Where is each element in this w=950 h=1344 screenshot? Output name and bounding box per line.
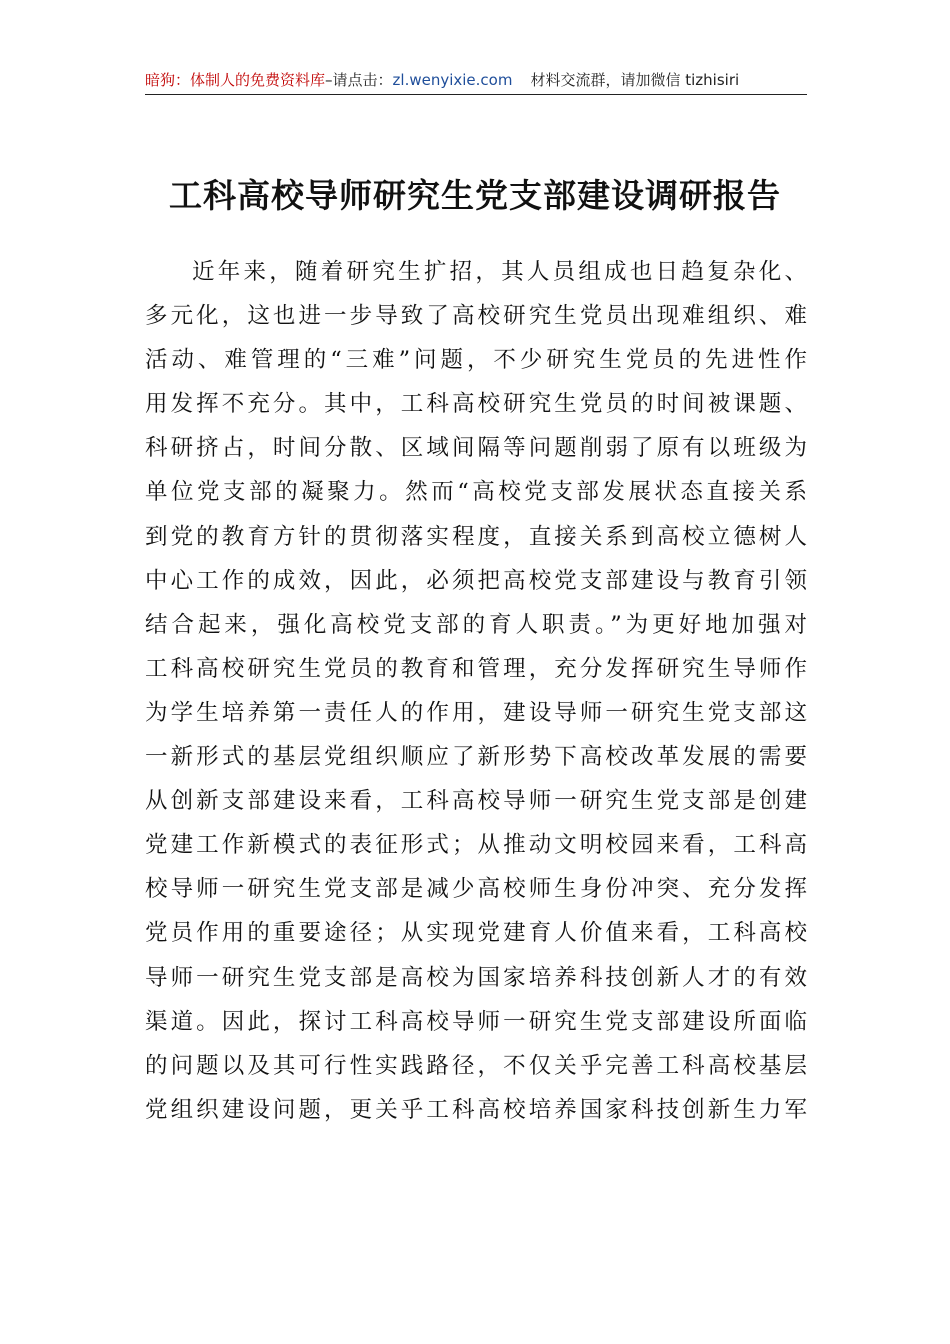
paragraph-line: 到党的教育方针的贯彻落实程度，直接关系到高校立德树人: [145, 523, 807, 550]
paragraph-line: 的问题以及其可行性实践路径，不仅关乎完善工科高校基层: [145, 1052, 807, 1079]
header-url-link[interactable]: zl.wenyixie.com: [392, 71, 513, 89]
paragraph-line: 渠道。因此，探讨工科高校导师一研究生党支部建设所面临: [145, 1008, 807, 1035]
paragraph-line: 活动、难管理的“三难”问题，不少研究生党员的先进性作: [145, 347, 807, 374]
paragraph-line: 党建工作新模式的表征形式；从推动文明校园来看，工科高: [145, 832, 807, 859]
paragraph-line: 工科高校研究生党员的教育和管理，充分发挥研究生导师作: [145, 655, 807, 682]
paragraph-line: 一新形式的基层党组织顺应了新形势下高校改革发展的需要: [145, 744, 807, 771]
page-header: [145, 70, 807, 95]
paragraph-line: 多元化，这也进一步导致了高校研究生党员出现难组织、难: [145, 303, 807, 330]
paragraph-line: 为学生培养第一责任人的作用，建设导师一研究生党支部这: [145, 699, 807, 726]
document-title: 工科高校导师研究生党支部建设调研报告: [169, 176, 781, 215]
paragraph-line: 从创新支部建设来看，工科高校导师一研究生党支部是创建: [145, 788, 807, 815]
document-body: [145, 250, 807, 1132]
paragraph-line: 校导师一研究生党支部是减少高校师生身份冲突、充分发挥: [145, 876, 807, 903]
header-wechat-note: 材料交流群，请加微信 tizhisiri: [530, 71, 740, 89]
paragraph-line: 结合起来，强化高校党支部的育人职责。”为更好地加强对: [145, 611, 807, 638]
paragraph-line: 党员作用的重要途径；从实现党建育人价值来看，工科高校: [145, 920, 807, 947]
paragraph-line: 党组织建设问题，更关乎工科高校培养国家科技创新生力军: [145, 1096, 807, 1123]
paragraph-line: 导师一研究生党支部是高校为国家培养科技创新人才的有效: [145, 964, 807, 991]
paragraph-line: 科研挤占，时间分散、区域间隔等问题削弱了原有以班级为: [145, 435, 807, 462]
paragraph-line: 用发挥不充分。其中，工科高校研究生党员的时间被课题、: [145, 391, 807, 418]
paragraph-line: 单位党支部的凝聚力。然而“高校党支部发展状态直接关系: [145, 479, 807, 506]
header-click-prompt: –请点击：: [325, 71, 393, 89]
paragraph-line: 近年来，随着研究生扩招，其人员组成也日趋复杂化、: [192, 259, 807, 285]
header-source-label: 暗狗：体制人的免费资料库: [145, 71, 326, 89]
paragraph-line: 中心工作的成效，因此，必须把高校党支部建设与教育引领: [145, 567, 807, 594]
